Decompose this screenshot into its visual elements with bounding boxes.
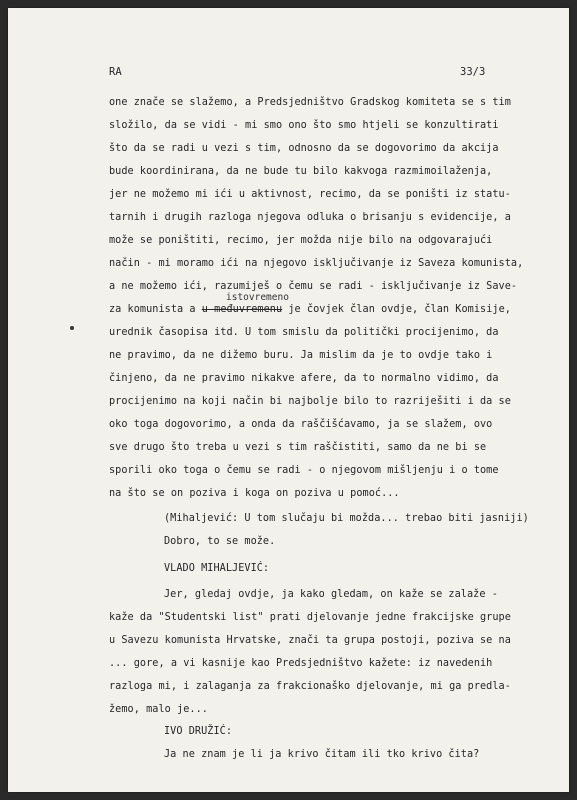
- speech-line-1: Jer, gledaj ovdje, ja kako gledam, on kaže se zalaže -: [164, 589, 498, 600]
- text-line-12: ne pravimo, da ne dižemo buru. Ja mislim da je to ovdje tako i: [109, 350, 493, 361]
- document-page: [8, 8, 569, 792]
- page-number: 33/3: [460, 66, 486, 78]
- text-line-11: urednik časopisa itd. U tom smislu da politički procijenimo, da: [109, 327, 499, 338]
- text-line-9: a ne možemo ići, razumiješ o čemu se radi - isključivanje iz Save-: [109, 281, 518, 292]
- text-line-13: činjeno, da ne pravimo nikakve afere, da to normalno vidimo, da: [109, 373, 499, 384]
- text-line-1: one znače se slažemo, a Predsjedništvo Gradskog komiteta se s tim: [109, 97, 511, 108]
- speech-line-2: kaže da "Studentski list" prati djelovanje jedne frakcijske grupe: [109, 612, 511, 623]
- speech-line-5: razloga mi, i zalaganja za frakcionaško djelovanje, mi ga predla-: [109, 681, 511, 692]
- speech-line-3: u Savezu komunista Hrvatske, znači ta grupa postoji, poziva se na: [109, 635, 511, 646]
- text-line-17: sporili oko toga o čemu se radi - o njegovom mišljenju i o tome: [109, 465, 499, 476]
- text-line-4: bude koordinirana, da ne bude tu bilo kakvoga razmimoilaženja,: [109, 166, 493, 177]
- text-line-16: sve drugo što treba u vezi s tim raščistiti, samo da ne bi se: [109, 442, 487, 453]
- speaker-name: VLADO MIHALJEVIĆ:: [164, 563, 270, 574]
- speech-line-4: ... gore, a vi kasnije kao Predsjedništvo kažete: iz navedenih: [109, 658, 493, 669]
- archive-mark: RA: [109, 66, 122, 78]
- text-line-10-before: za komunista a: [109, 304, 202, 315]
- text-line-10-after: je čovjek član ovdje, član Komisije,: [282, 304, 511, 315]
- text-line-15: oko toga dogovorimo, a onda da raščišćavamo, ja se slažem, ovo: [109, 419, 493, 430]
- margin-dot: [70, 326, 74, 330]
- text-line-14: procijenimo na koji način bi najbolje bilo to razriješiti i da se: [109, 396, 511, 407]
- speech-line-6: žemo, malo je...: [109, 704, 208, 715]
- reply-line: Dobro, to se može.: [164, 536, 276, 547]
- text-line-5: jer ne možemo mi ići u aktivnost, recimo, da se poništi iz statu-: [109, 189, 511, 200]
- interjection: (Mihaljević: U tom slučaju bi možda... trebao biti jasniji): [164, 513, 529, 524]
- text-line-10: [109, 304, 511, 316]
- text-line-6: tarnih i drugih razloga njegova odluka o brisanju s evidencije, a: [109, 212, 511, 223]
- text-line-2: složilo, da se vidi - mi smo ono što smo htjeli se konzultirati: [109, 120, 499, 131]
- text-line-18: na što se on poziva i koga on poziva u pomoć...: [109, 488, 400, 499]
- struck-text: u međuvremenu: [201, 304, 283, 315]
- text-line-3: što da se radi u vezi s tim, odnosno da se dogovorimo da akcija: [109, 143, 499, 154]
- speech-2-line: Ja ne znam je li ja krivo čitam ili tko krivo čita?: [164, 749, 480, 760]
- text-line-7: može se poništiti, recimo, jer možda nije bilo na odgovarajući: [109, 235, 493, 246]
- text-line-8: način - mi moramo ići na njegovo isključivanje iz Saveza komunista,: [109, 258, 524, 269]
- handwritten-insertion: istovremeno: [226, 292, 289, 303]
- speaker-name-2: IVO DRUŽIĆ:: [164, 726, 233, 737]
